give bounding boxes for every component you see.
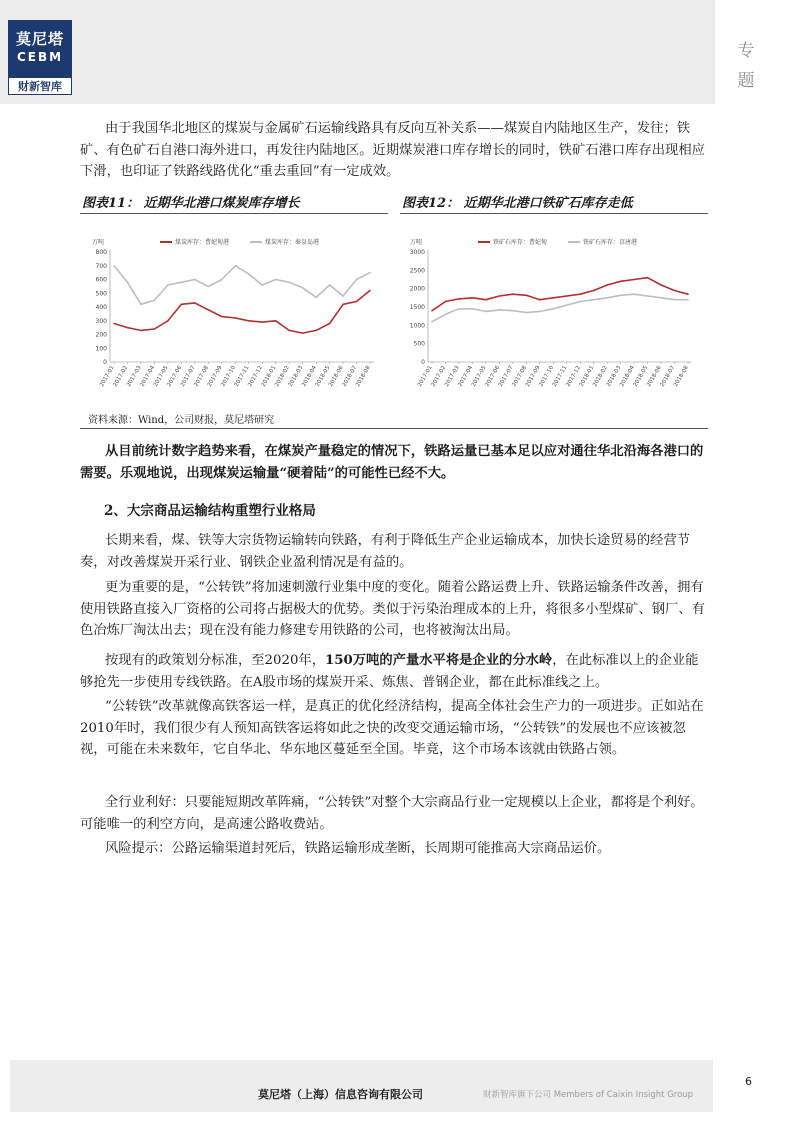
x-tick-label: 2017-09 [206, 365, 224, 388]
data-point [579, 301, 581, 303]
data-point [140, 330, 142, 332]
y-tick-label: 1000 [409, 322, 425, 330]
data-point [431, 321, 433, 323]
data-point [620, 294, 622, 296]
y-tick-label: 3000 [409, 249, 425, 256]
x-tick-label: 2018-03 [287, 365, 305, 388]
figure-source-note: 资料来源：Wind，公司财报，莫尼塔研究 [88, 415, 275, 426]
policy-text-post: ，在此标准以上的企业能够抢先一步使用专线铁路。在A股市场的煤炭开采、炼焦、普钢企业，都在此标准线之上。 [80, 653, 699, 690]
header-side-strip [712, 0, 715, 104]
data-point [660, 284, 662, 286]
x-tick-label: 2017-05 [470, 365, 488, 388]
data-point [234, 265, 236, 267]
series-line [432, 278, 688, 311]
data-point [113, 265, 115, 267]
footer-group-note: 财新智库旗下公司 Members of Caixin Insight Group [483, 1090, 694, 1100]
paragraph-high-speed-rail: “公转铁”改革就像高铁客运一样，是真正的优化经济结构，提高全体社会生产力的一项进步。正如站在2010年时，我们很少有人预知高铁客运将如此之快的改变交通运输市场，“公转铁”的发展也不应该被忽视，可能在未来数年，它自华北、华东地区蔓延至全国。毕竟，这个市场本该就由铁路占领。 [80, 699, 704, 757]
x-tick-label: 2017-02 [430, 365, 448, 388]
data-point [127, 327, 129, 329]
data-point [342, 303, 344, 305]
data-point [248, 320, 250, 322]
data-point [660, 297, 662, 299]
x-tick-label: 2017-04 [139, 365, 157, 388]
company-logo [8, 20, 72, 95]
data-point [593, 299, 595, 301]
data-point [526, 312, 528, 314]
data-point [458, 298, 460, 300]
x-tick-label: 2017-10 [220, 365, 237, 388]
data-point [356, 279, 358, 281]
data-point [647, 295, 649, 297]
data-point [485, 311, 487, 313]
data-point [539, 311, 541, 313]
data-point [499, 309, 501, 311]
data-point [140, 303, 142, 305]
policy-text-pre: 按现有的政策划分标准，至2020年， [105, 653, 325, 668]
legend-label: 煤炭库存：秦皇岛港 [265, 239, 320, 246]
footer-company-name: 莫尼塔（上海）信息咨询有限公司 [258, 1088, 423, 1101]
y-unit-label: 万吨 [92, 239, 105, 246]
x-tick-label: 2017-08 [511, 365, 529, 388]
y-tick-label: 100 [95, 345, 107, 353]
x-tick-label: 2018-07 [659, 365, 677, 388]
y-tick-label: 200 [95, 331, 107, 339]
paragraph-long-term: 长期来看，煤、铁等大宗货物运输转向铁路，有利于降低生产企业运输成本，加快长途贸易的经营节奏，对改善煤炭开采行业、钢铁企业盈利情况是有益的。 [80, 533, 691, 570]
data-point [342, 295, 344, 297]
x-tick-label: 2017-01 [417, 365, 434, 388]
y-tick-label: 700 [95, 262, 107, 270]
data-point [526, 294, 528, 296]
x-tick-label: 2018-04 [619, 365, 636, 388]
paragraph-industry-benefit: 全行业利好：只要能短期改革阵痛，“公转铁”对整个大宗商品行业一定规模以上企业，都将是个利好。可能唯一的利空方向，是高速公路收费站。 [80, 795, 704, 832]
data-point [431, 310, 433, 312]
logo-chinese-name: 莫尼塔 [15, 30, 64, 48]
x-tick-label: 2017-08 [193, 365, 211, 388]
side-label-char-1: 专 [737, 41, 755, 61]
data-point [181, 281, 183, 283]
series-line [114, 266, 370, 305]
x-tick-label: 2018-01 [578, 365, 596, 388]
figure-11-rule [80, 213, 388, 214]
x-tick-label: 2017-02 [112, 365, 130, 388]
y-tick-label: 500 [413, 340, 425, 348]
data-point [181, 303, 183, 305]
data-point [208, 286, 210, 288]
legend-label: 煤炭库存：曹妃甸港 [175, 239, 230, 246]
side-label-char-2: 题 [737, 71, 755, 91]
data-point [485, 299, 487, 301]
data-point [512, 310, 514, 312]
x-tick-label: 2017-03 [125, 365, 143, 388]
data-point [512, 293, 514, 295]
y-tick-label: 2500 [409, 267, 425, 275]
data-point [633, 293, 635, 295]
x-tick-label: 2017-10 [538, 365, 555, 388]
y-tick-label: 0 [103, 359, 107, 366]
data-point [167, 320, 169, 322]
data-point [329, 323, 331, 325]
data-point [633, 279, 635, 281]
data-point [248, 273, 250, 275]
logo-english-name: CEBM [16, 50, 64, 64]
data-point [261, 321, 263, 323]
data-point [566, 304, 568, 306]
data-point [539, 299, 541, 301]
x-tick-label: 2018-03 [605, 365, 623, 388]
data-point [275, 320, 277, 322]
figure-12-rule [400, 213, 708, 214]
policy-text-bold: 150万吨的产量水平将是企业的分水岭 [325, 653, 553, 668]
logo-subtitle: 财新智库 [8, 77, 72, 95]
data-point [329, 284, 331, 286]
data-point [275, 279, 277, 281]
x-tick-label: 2018-02 [274, 365, 291, 388]
data-point [369, 290, 371, 292]
x-tick-label: 2017-07 [497, 365, 515, 388]
data-point [472, 297, 474, 299]
data-point [302, 332, 304, 334]
data-point [674, 299, 676, 301]
x-tick-label: 2018-06 [328, 365, 345, 388]
header-band [0, 0, 712, 104]
x-tick-label: 2017-05 [152, 365, 170, 388]
y-tick-label: 1500 [409, 304, 425, 311]
x-tick-label: 2018-02 [592, 365, 609, 388]
data-point [369, 272, 371, 274]
x-tick-label: 2018-04 [301, 365, 318, 388]
data-point [674, 290, 676, 292]
data-point [566, 295, 568, 297]
paragraph-risk-warning: 风险提示：公路运输渠道封死后，铁路运输形成垄断，长周期可能推高大宗商品运价。 [105, 841, 611, 856]
data-point [606, 297, 608, 299]
x-tick-label: 2018-08 [673, 365, 690, 388]
x-tick-label: 2018-07 [341, 365, 359, 388]
section-heading-2: 2、大宗商品运输结构重塑行业格局 [104, 503, 316, 519]
x-tick-label: 2018-08 [355, 365, 372, 388]
data-point [127, 281, 129, 283]
data-point [154, 299, 156, 301]
iron-ore-inventory-chart [400, 232, 700, 407]
data-point [167, 284, 169, 286]
paragraph-conclusion: 从目前统计数字趋势来看，在煤炭产量稳定的情况下，铁路运量已基本足以应对通往华北沿海各港口的需要。乐观地说，出现煤炭运输量“硬着陆”的可能性已经不大。 [80, 444, 704, 481]
y-tick-label: 300 [95, 317, 107, 325]
data-point [302, 287, 304, 289]
x-tick-label: 2017-03 [443, 365, 461, 388]
figure-11-title: 图表11： 近期华北港口煤炭库存增长 [82, 196, 300, 211]
data-point [154, 328, 156, 330]
paragraph-concentration: 更为重要的是，“公转铁”将加速刺激行业集中度的变化。随着公路运费上升、铁路运输条件改善，拥有使用铁路直接入厂资格的公司将占据极大的优势。类似于污染治理成本的上升，将很多小型煤矿、钢厂、有色冶炼厂淘汰出去；现在没有能力修建专用铁路的公司，也将被淘汰出局。 [80, 580, 705, 638]
data-point [315, 330, 317, 332]
data-point [472, 308, 474, 310]
data-point [445, 301, 447, 303]
y-tick-label: 800 [95, 249, 107, 256]
data-point [458, 308, 460, 310]
x-tick-label: 2017-01 [99, 365, 116, 388]
data-point [687, 293, 689, 295]
data-point [194, 302, 196, 304]
data-point [288, 330, 290, 332]
data-point [647, 277, 649, 279]
y-tick-label: 400 [95, 304, 107, 311]
x-tick-label: 2017-07 [179, 365, 197, 388]
data-point [315, 297, 317, 299]
series-line [114, 291, 370, 334]
data-point [113, 323, 115, 325]
y-tick-label: 500 [95, 290, 107, 298]
y-unit-label: 万吨 [410, 239, 423, 246]
section-side-label [734, 36, 758, 96]
data-point [579, 293, 581, 295]
data-point [445, 314, 447, 316]
coal-inventory-chart [82, 232, 382, 407]
paragraph-policy-standard [80, 650, 708, 693]
legend-label: 铁矿石库存：京唐港 [583, 239, 638, 246]
page-number: 6 [745, 1075, 752, 1088]
x-tick-label: 2017-06 [166, 365, 184, 388]
data-point [234, 317, 236, 319]
data-point [221, 279, 223, 281]
data-point [221, 316, 223, 318]
x-tick-label: 2017-09 [524, 365, 542, 388]
data-point [552, 308, 554, 310]
paragraph-intro: 由于我国华北地区的煤炭与金属矿石运输线路具有反向互补关系——煤炭自内陆地区生产，发往；铁矿、有色矿石自港口海外进口，再发往内陆地区。近期煤炭港口库存增长的同时，铁矿石港口库存出现相应下滑，也印证了铁路线路优化“重去重回”有一定成效。 [80, 121, 705, 179]
x-tick-label: 2018-05 [632, 365, 650, 388]
data-point [356, 301, 358, 303]
x-tick-label: 2018-06 [646, 365, 663, 388]
data-point [194, 279, 196, 281]
x-tick-label: 2017-04 [457, 365, 475, 388]
data-point [593, 290, 595, 292]
data-point [261, 284, 263, 286]
source-rule [80, 428, 708, 429]
data-point [288, 281, 290, 283]
figure-12-title: 图表12： 近期华北港口铁矿石库存走低 [402, 196, 633, 211]
data-point [499, 295, 501, 297]
x-tick-label: 2017-12 [565, 365, 582, 388]
data-point [208, 309, 210, 311]
x-tick-label: 2017-11 [233, 365, 251, 388]
data-point [552, 297, 554, 299]
x-tick-label: 2018-01 [260, 365, 278, 388]
data-point [606, 284, 608, 286]
x-tick-label: 2017-06 [484, 365, 502, 388]
legend-label: 铁矿石库存：曹妃甸 [493, 239, 548, 246]
x-tick-label: 2018-05 [314, 365, 332, 388]
data-point [687, 299, 689, 301]
y-tick-label: 600 [95, 276, 107, 284]
y-tick-label: 2000 [409, 285, 425, 293]
y-tick-label: 0 [421, 359, 425, 366]
data-point [620, 281, 622, 283]
x-tick-label: 2017-11 [551, 365, 569, 388]
x-tick-label: 2017-12 [247, 365, 264, 388]
